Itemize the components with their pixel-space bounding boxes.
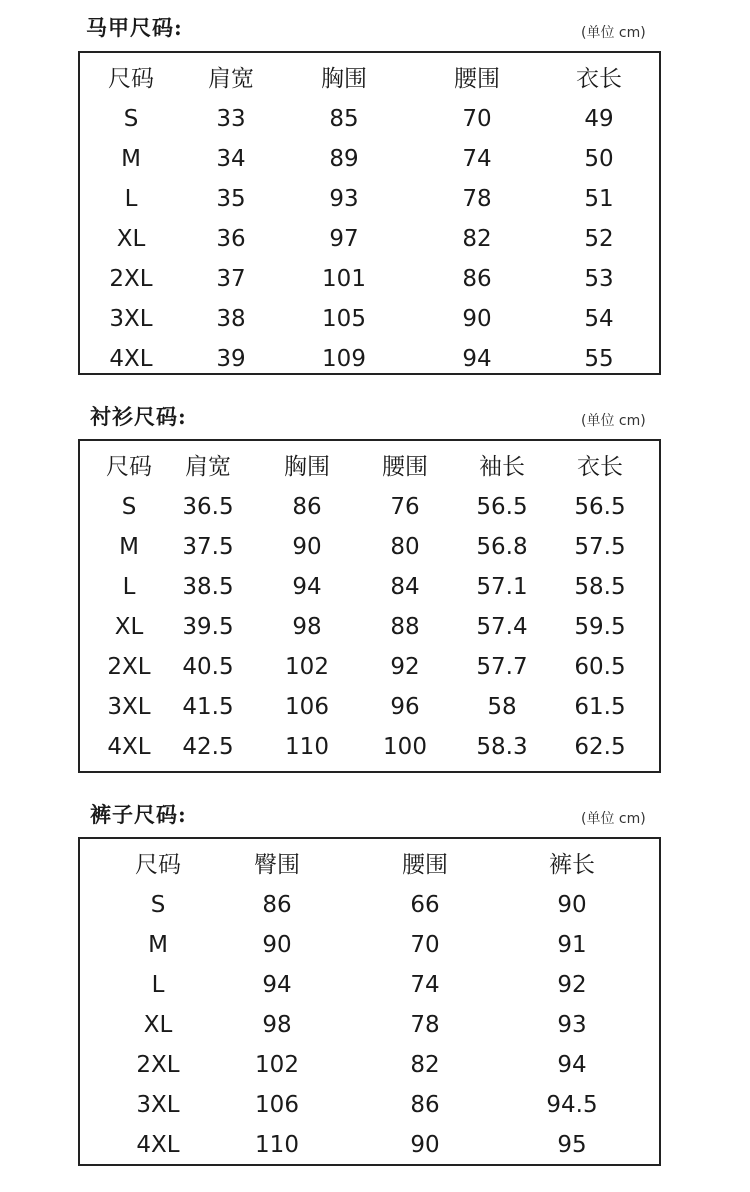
table-cell: 70 bbox=[410, 932, 440, 958]
table-cell: 91 bbox=[557, 932, 587, 958]
column-header: 胸围 bbox=[284, 454, 330, 480]
pants-section-title: 裤子尺码: bbox=[90, 802, 187, 827]
table-cell: 90 bbox=[262, 932, 292, 958]
table-cell: 96 bbox=[390, 694, 420, 720]
table-cell: 34 bbox=[216, 146, 246, 172]
table-cell: 92 bbox=[390, 654, 420, 680]
table-cell: 38 bbox=[216, 306, 246, 332]
pants-table-header-row bbox=[80, 845, 659, 885]
table-cell: 86 bbox=[292, 494, 322, 520]
table-row bbox=[80, 99, 659, 139]
table-cell: 33 bbox=[216, 106, 246, 132]
column-header: 袖长 bbox=[479, 454, 525, 480]
table-cell: 84 bbox=[390, 574, 420, 600]
table-cell: 52 bbox=[584, 226, 614, 252]
column-header: 肩宽 bbox=[185, 454, 231, 480]
table-cell: 55 bbox=[584, 346, 614, 372]
table-cell: 94 bbox=[292, 574, 322, 600]
table-row bbox=[80, 339, 659, 379]
table-row bbox=[80, 1045, 659, 1085]
table-cell: 105 bbox=[322, 306, 366, 332]
table-cell: S bbox=[123, 106, 139, 132]
table-row bbox=[80, 1085, 659, 1125]
table-cell: 98 bbox=[262, 1012, 292, 1038]
table-cell: 78 bbox=[462, 186, 492, 212]
table-cell: XL bbox=[116, 226, 146, 252]
vest-section-title: 马甲尺码: bbox=[86, 15, 183, 40]
column-header: 裤长 bbox=[549, 852, 595, 878]
table-cell: L bbox=[124, 186, 138, 212]
table-cell: 4XL bbox=[107, 734, 151, 760]
column-header: 衣长 bbox=[577, 454, 623, 480]
table-cell: 49 bbox=[584, 106, 614, 132]
table-cell: 3XL bbox=[136, 1092, 180, 1118]
shirt-size-table bbox=[78, 439, 661, 773]
table-cell: 57.4 bbox=[476, 614, 528, 640]
table-cell: 74 bbox=[462, 146, 492, 172]
table-cell: 3XL bbox=[107, 694, 151, 720]
table-cell: S bbox=[121, 494, 137, 520]
table-cell: 110 bbox=[255, 1132, 299, 1158]
table-cell: 94.5 bbox=[546, 1092, 598, 1118]
table-cell: L bbox=[122, 574, 136, 600]
table-row bbox=[80, 1125, 659, 1165]
table-cell: 94 bbox=[557, 1052, 587, 1078]
table-cell: 85 bbox=[329, 106, 359, 132]
table-row bbox=[80, 259, 659, 299]
table-row bbox=[80, 567, 659, 607]
table-cell: 40.5 bbox=[182, 654, 234, 680]
column-header: 尺码 bbox=[135, 852, 181, 878]
table-cell: 82 bbox=[462, 226, 492, 252]
table-cell: 38.5 bbox=[182, 574, 234, 600]
shirt-table-header-row bbox=[80, 447, 659, 487]
table-cell: 92 bbox=[557, 972, 587, 998]
table-cell: 39.5 bbox=[182, 614, 234, 640]
table-cell: 36.5 bbox=[182, 494, 234, 520]
table-row bbox=[80, 219, 659, 259]
table-cell: M bbox=[121, 146, 141, 172]
table-cell: 41.5 bbox=[182, 694, 234, 720]
vest-table-header-row bbox=[80, 59, 659, 99]
table-row bbox=[80, 687, 659, 727]
column-header: 胸围 bbox=[321, 66, 367, 92]
table-cell: 82 bbox=[410, 1052, 440, 1078]
column-header: 肩宽 bbox=[208, 66, 254, 92]
table-cell: 88 bbox=[390, 614, 420, 640]
table-cell: 62.5 bbox=[574, 734, 626, 760]
table-cell: 106 bbox=[285, 694, 329, 720]
table-cell: 56.8 bbox=[476, 534, 528, 560]
table-cell: 50 bbox=[584, 146, 614, 172]
table-cell: 90 bbox=[410, 1132, 440, 1158]
vest-unit-note: (单位 cm) bbox=[581, 25, 646, 41]
table-cell: 56.5 bbox=[574, 494, 626, 520]
table-cell: 74 bbox=[410, 972, 440, 998]
table-cell: 93 bbox=[329, 186, 359, 212]
table-row bbox=[80, 965, 659, 1005]
table-cell: 95 bbox=[557, 1132, 587, 1158]
table-cell: 61.5 bbox=[574, 694, 626, 720]
table-row bbox=[80, 925, 659, 965]
table-cell: 51 bbox=[584, 186, 614, 212]
pants-unit-note: (单位 cm) bbox=[581, 811, 646, 827]
table-row bbox=[80, 179, 659, 219]
vest-size-table bbox=[78, 51, 661, 375]
table-cell: 90 bbox=[462, 306, 492, 332]
table-row bbox=[80, 487, 659, 527]
table-cell: 2XL bbox=[107, 654, 151, 680]
table-cell: 3XL bbox=[109, 306, 153, 332]
table-cell: 37 bbox=[216, 266, 246, 292]
table-cell: L bbox=[151, 972, 165, 998]
table-cell: 56.5 bbox=[476, 494, 528, 520]
table-cell: 93 bbox=[557, 1012, 587, 1038]
table-cell: 57.5 bbox=[574, 534, 626, 560]
table-cell: 100 bbox=[383, 734, 427, 760]
table-cell: 58.5 bbox=[574, 574, 626, 600]
table-row bbox=[80, 885, 659, 925]
table-cell: 78 bbox=[410, 1012, 440, 1038]
table-cell: 53 bbox=[584, 266, 614, 292]
table-cell: 4XL bbox=[136, 1132, 180, 1158]
table-cell: 86 bbox=[410, 1092, 440, 1118]
table-cell: 2XL bbox=[136, 1052, 180, 1078]
table-row bbox=[80, 139, 659, 179]
table-cell: 35 bbox=[216, 186, 246, 212]
table-cell: 97 bbox=[329, 226, 359, 252]
table-cell: 110 bbox=[285, 734, 329, 760]
shirt-unit-note: (单位 cm) bbox=[581, 413, 646, 429]
table-cell: XL bbox=[143, 1012, 173, 1038]
table-cell: 90 bbox=[557, 892, 587, 918]
table-cell: 59.5 bbox=[574, 614, 626, 640]
table-cell: 76 bbox=[390, 494, 420, 520]
table-cell: 70 bbox=[462, 106, 492, 132]
table-cell: 86 bbox=[262, 892, 292, 918]
table-cell: 36 bbox=[216, 226, 246, 252]
table-cell: 66 bbox=[410, 892, 440, 918]
column-header: 尺码 bbox=[108, 66, 154, 92]
shirt-section-title: 衬衫尺码: bbox=[90, 404, 187, 429]
table-row bbox=[80, 527, 659, 567]
table-cell: 2XL bbox=[109, 266, 153, 292]
table-cell: 4XL bbox=[109, 346, 153, 372]
table-cell: 80 bbox=[390, 534, 420, 560]
column-header: 腰围 bbox=[382, 454, 428, 480]
table-row bbox=[80, 607, 659, 647]
table-row bbox=[80, 727, 659, 767]
table-cell: 89 bbox=[329, 146, 359, 172]
table-cell: 102 bbox=[255, 1052, 299, 1078]
table-cell: M bbox=[148, 932, 168, 958]
table-cell: XL bbox=[114, 614, 144, 640]
table-row bbox=[80, 1005, 659, 1045]
table-cell: 109 bbox=[322, 346, 366, 372]
pants-size-table bbox=[78, 837, 661, 1166]
table-cell: 60.5 bbox=[574, 654, 626, 680]
table-cell: 39 bbox=[216, 346, 246, 372]
column-header: 臀围 bbox=[254, 852, 300, 878]
column-header: 腰围 bbox=[402, 852, 448, 878]
table-cell: 94 bbox=[262, 972, 292, 998]
table-cell: M bbox=[119, 534, 139, 560]
table-cell: 42.5 bbox=[182, 734, 234, 760]
table-cell: 102 bbox=[285, 654, 329, 680]
table-cell: 106 bbox=[255, 1092, 299, 1118]
column-header: 衣长 bbox=[576, 66, 622, 92]
table-cell: 58.3 bbox=[476, 734, 528, 760]
table-cell: 57.7 bbox=[476, 654, 528, 680]
table-cell: 57.1 bbox=[476, 574, 528, 600]
table-cell: 37.5 bbox=[182, 534, 234, 560]
table-row bbox=[80, 299, 659, 339]
table-row bbox=[80, 647, 659, 687]
column-header: 尺码 bbox=[106, 454, 152, 480]
table-cell: 101 bbox=[322, 266, 366, 292]
table-cell: 86 bbox=[462, 266, 492, 292]
table-cell: 90 bbox=[292, 534, 322, 560]
table-cell: 94 bbox=[462, 346, 492, 372]
table-cell: 58 bbox=[487, 694, 517, 720]
table-cell: 54 bbox=[584, 306, 614, 332]
table-cell: 98 bbox=[292, 614, 322, 640]
column-header: 腰围 bbox=[454, 66, 500, 92]
table-cell: S bbox=[150, 892, 166, 918]
